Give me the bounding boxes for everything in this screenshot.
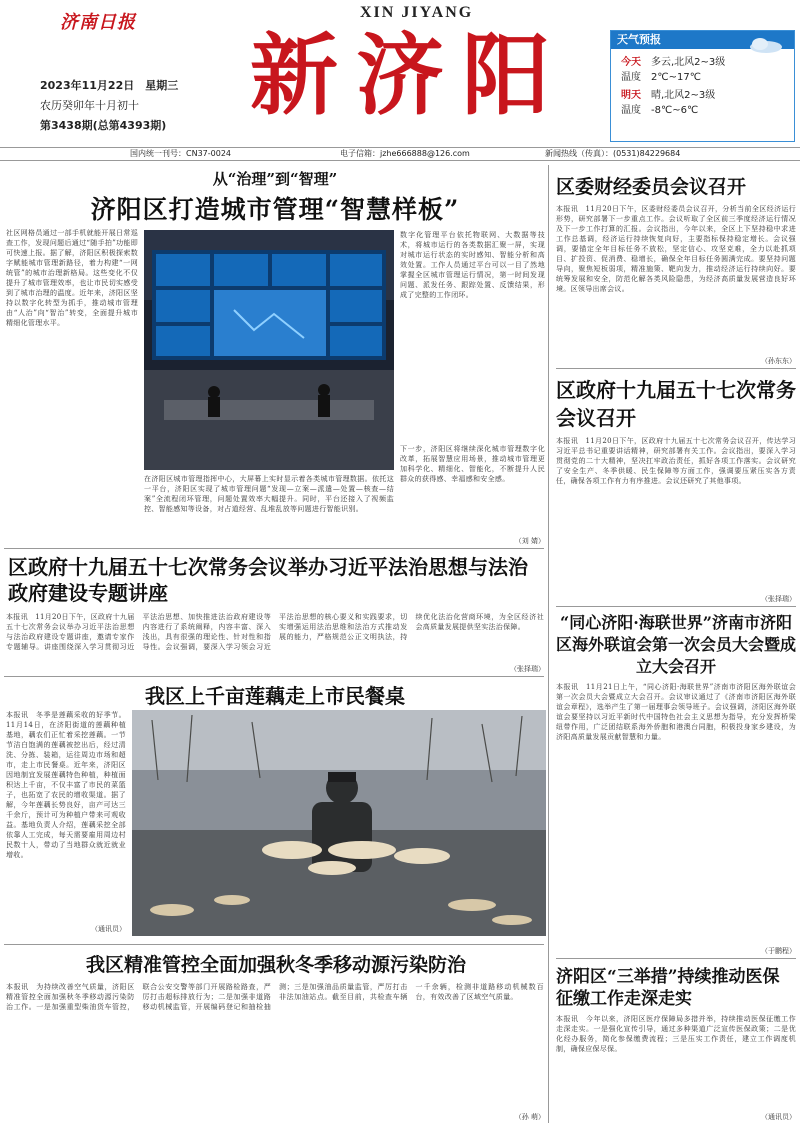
divider [556,958,796,959]
today-tag: 今天 [621,57,641,68]
cloud-icon [744,35,788,55]
divider [556,368,796,369]
info-bar [0,147,800,161]
paper-logo: 济南日报 [60,12,136,33]
b1-title: 区委财经委员会议召开 [556,176,747,198]
weather-header: 天气预报 [611,31,794,49]
tomorrow-desc: 晴,北风2~3级 [651,90,716,101]
divider [4,676,544,677]
divider [4,548,544,549]
b4-author: （通讯员） [761,1113,796,1121]
issue-number: 第3438期(总第4393期) [40,119,167,132]
a2-author: （张择瑞） [510,665,545,673]
email: 电子信箱：jzhe666888@126.com [340,149,470,158]
a1-photo [144,230,394,470]
command-center-photo [144,230,394,470]
a3-title: 我区上千亩莲藕走上市民餐桌 [145,684,405,708]
b2-author: （张择瑞） [761,595,796,603]
hotline: 新闻热线（传真）：(0531)84229684 [545,149,681,158]
b2-body: 本报讯 11月20日下午，区政府十九届五十七次常务会议召开，传达学习习近平总书记重要讲话精神，研究部署有关工作。会议指出，要深入学习贯彻党的二十大精神，坚决扛牢政治责任，抓好各项工作落实。会议研究了安全生产、冬季供暖、民生保障等方面工作，强调要压紧压实各方责任，确保各项工作有力有序推进。会议还研究了其他事项。 [556,437,796,485]
a1-kicker: 从“治理”到“智理” [212,170,338,188]
divider [4,944,544,945]
a4-author: （孙 萌） [514,1113,545,1121]
a3-photo [132,710,546,936]
b1-body: 本报讯 11月20日下午，区委财经委员会议召开，分析当前全区经济运行形势，研究部署下一步重点工作。会议听取了全区前三季度经济运行情况及下一步工作打算的汇报。会议指出，今年以来，全区上下坚持稳中求进工作总基调，经济运行持续恢复向好，主要指标保持稳定增长。会议强调，要锚定全年目标任务不放松，坚定信心、攻坚克难，全力以赴抓项目、扩投资、促消费、稳增长，确保全年目标任务圆满完成。要坚持问题导向，聚焦短板弱项，精准施策、靶向发力，推动经济运行持续向好。要统筹发展和安全，防范化解各类风险隐患，为经济高质量发展营造良好环境。区领导出席会议。 [556,205,796,293]
today-desc: 多云,北风2~3级 [651,57,726,68]
lunar-date: 农历癸卯年十月初十 [40,99,139,112]
issue-date: 2023年11月22日 星期三 [40,79,179,92]
paper-title: 新济阳 [250,23,569,127]
divider [556,606,796,607]
today-temp: 2℃~17℃ [651,72,701,83]
a3-body: 本报讯 冬季是莲藕采收的好季节。11月14日，在济阳街道的莲藕种植基地，藕农们正忙着采挖莲藕。一节节洁白饱满的莲藕被挖出后，经过清洗、分拣、装箱，运往周边市场和超市，走上市民餐桌。近年来，济阳区因地制宜发展莲藕特色种植，种植面积达上千亩，不仅丰富了市民的菜篮子，也拓宽了农民的增收渠道。据了解，今年莲藕长势良好，亩产可达三千余斤，预计可为种植户带来可观收益。基地负责人介绍，莲藕采挖全部依靠人工完成，每天需要雇用周边村民数十人，带动了当地群众就近就业增收。 [6,711,126,859]
a4-title: 我区精准管控全面加强秋冬季移动源污染防治 [85,954,466,976]
a1-body-col2: 数字化管理平台依托物联网、大数据等技术，将城市运行的各类数据汇聚一屏，实现对城市运行状态的实时感知、智能分析和高效处置。工作人员通过平台可以一目了然地掌握全区城市管理运行情况，第一时间发现问题、派发任务、跟踪处置、反馈结果，形成了完整的工作闭环。 [400,231,545,299]
today-temp-label: 温度 [621,72,641,83]
b1-author: （孙东东） [761,357,796,365]
b2-title: 区政府十九届五十七次常务会议召开 [556,378,796,430]
b4-title: 济阳区“三举措”持续推动医保征缴工作走深走实 [556,967,780,1009]
b4-body: 本报讯 今年以来，济阳区医疗保障局多措并举，持续推动医保征缴工作走深走实。一是强化宣传引导，通过多种渠道广泛宣传医保政策；二是优化经办服务，简化参保缴费流程；三是压实工作责任，建立工作调度机制，确保应保尽保。 [556,1015,796,1053]
a1-body-col1: 社区网格员通过一部手机就能开展日常巡查工作，发现问题后通过“随手拍”功能即可快速上报。据了解，济阳区积极探索数字赋能城市管理新路径，着力构建“一网统管”的城市治理新格局。这些变化不仅提升了城市管理效率，也让市民切实感受到了城市治理的温度。近年来，济阳区坚持以数字化转型为抓手，推动城市管理由“人治”向“智治”转变，全面提升城市精细化管理水平。 [6,229,138,327]
paper-pinyin: XIN JIYANG [360,4,474,21]
cn-number: 国内统一刊号：CN37-0024 [130,149,231,158]
column-divider [548,165,549,1123]
b3-author: （于鹏程） [761,947,796,955]
b3-body: 本报讯 11月21日上午，“同心济阳·海联世界”济南市济阳区海外联谊会第一次会员大会暨成立大会召开。会议审议通过了《济南市济阳区海外联谊会章程》，选举产生了第一届理事会领导班子。会议强调，济阳区海外联谊会要坚持以习近平新时代中国特色社会主义思想为指导，充分发挥桥梁纽带作用，广泛团结联系海外侨胞和港澳台同胞，积极投身家乡建设，为济阳高质量发展贡献智慧和力量。 [556,683,796,741]
a1-author: （刘 婧） [514,537,545,545]
a1-title: 济阳区打造城市管理“智慧样板” [90,195,460,224]
tomorrow-temp: -8℃~6℃ [651,105,699,116]
a1-body-col4: 下一步，济阳区将继续深化城市管理数字化改革，拓展智慧应用场景，推动城市管理更加科学化、精细化、智能化，不断提升人民群众的获得感、幸福感和安全感。 [400,445,545,483]
a2-body: 本报讯 11月20日下午，区政府十九届五十七次常务会议举办习近平法治思想与法治政府建设专题讲座，邀请专家作专题辅导。讲座围绕深入学习贯彻习近平法治思想、加快推进法治政府建设等内容进行了系统阐释，内容丰富、深入浅出，具有很强的理论性、针对性和指导性。会议强调，要深入学习领会习近平法治思想的核心要义和实践要求，切实增强运用法治思维和法治方式推动发展的能力，严格规范公正文明执法，持续优化法治化营商环境，为全区经济社会高质量发展提供坚实法治保障。 [6,613,544,651]
masthead [0,0,800,150]
a1-body-col3: 在济阳区城市管理指挥中心，大屏幕上实时显示着各类城市管理数据。依托这一平台，济阳区实现了城市管理问题“发现—立案—派遣—处置—核查—结案”全流程闭环管理，问题处置效率大幅提升。同时，平台还接入了视频监控、智能感知等设备，对占道经营、乱堆乱放等问题进行智能识别。 [144,475,394,513]
tomorrow-temp-label: 温度 [621,105,641,116]
weather-box [610,30,795,142]
issue-info [40,76,178,136]
b3-title: “同心济阳·海联世界”济南市济阳区海外联谊会第一次会员大会暨成立大会召开 [556,613,797,676]
tomorrow-tag: 明天 [621,90,641,101]
a2-title: 区政府十九届五十七次常务会议举办习近平法治思想与法治政府建设专题讲座 [8,555,528,605]
a3-author: （通讯员） [91,925,126,933]
lotus-root-harvest-photo [132,710,546,936]
a4-body: 本报讯 为持续改善空气质量，济阳区精准管控全面加强秋冬季移动源污染防治工作。一是加强重型柴油货车管控，联合公安交警等部门开展路检路查，严厉打击超标排放行为；二是加强非道路移动机械监管，开展编码登记和抽检抽测；三是加强油品质量监管，严厉打击非法加油站点。截至目前，共检查车辆一千余辆，检测非道路移动机械数百台，有效改善了区域空气质量。 [6,983,544,1011]
